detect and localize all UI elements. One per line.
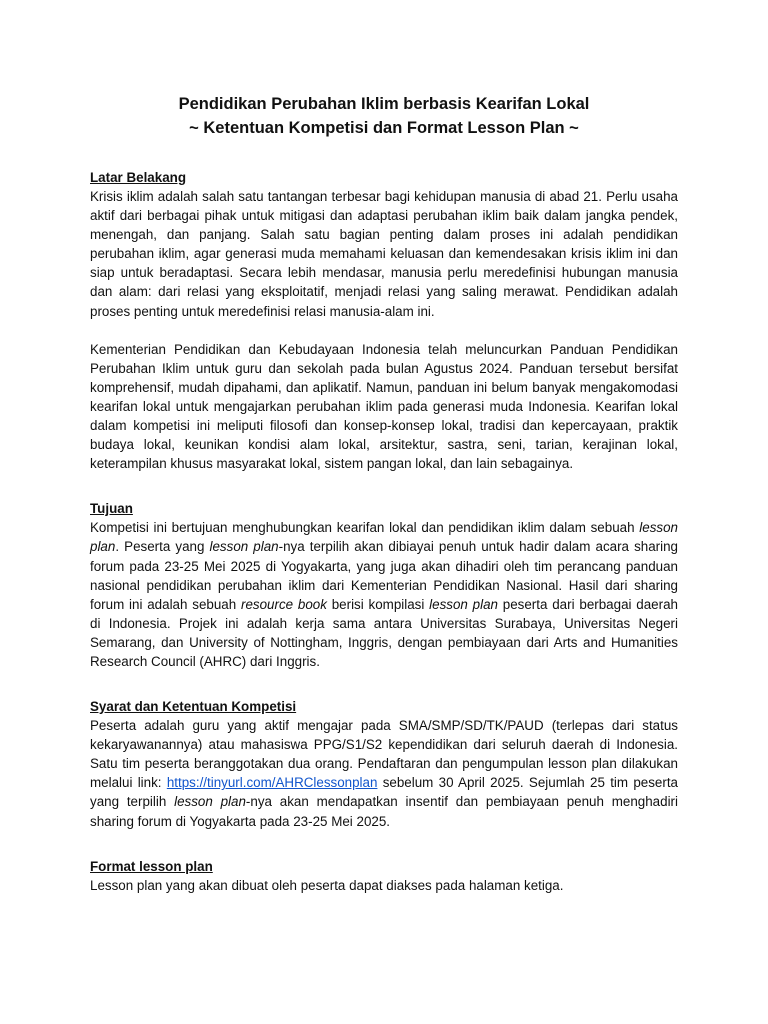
registration-link[interactable]: https://tinyurl.com/AHRClessonplan [166, 775, 378, 791]
text-run: peserta dari berbagai daerah di Indonesia. Projek ini adalah kerja sama antara Universitas Surabaya, Universitas Negeri Semarang, dan University of Nottingham, Inggris, dengan pembiayaan dari Arts and Humanities Research Council (AHRC) dari Inggris. [90, 596, 678, 669]
document-title [90, 92, 678, 140]
italic-run: resource book [240, 596, 327, 612]
section-latar-belakang [90, 168, 678, 473]
text-run: -nya akan mendapatkan insentif dan pembiayaan penuh menghadiri sharing forum di Yogyakarta pada 23-25 Mei 2025. [90, 794, 678, 829]
text-run: berisi kompilasi [326, 596, 430, 612]
italic-run: lesson plan [90, 520, 678, 555]
italic-run: lesson plan [174, 794, 246, 810]
text-run: Peserta adalah guru yang aktif mengajar pada SMA/SMP/SD/TK/PAUD (terlepas dari status kekaryawanannya) atau mahasiswa PPG/S1/S2 kependidikan dari seluruh daerah di Indonesia. Satu tim peserta beranggotakan dua orang. Pendaftaran dan pengumpulan lesson plan dilakukan melalui link: [90, 718, 678, 791]
syarat-paragraph [90, 716, 678, 831]
tujuan-paragraph [90, 518, 678, 671]
text-run: -nya terpilih akan dibiayai penuh untuk hadir dalam acara sharing forum pada 23-25 Mei 2025 di Yogyakarta, yang juga akan dihadiri oleh tim perancang panduan nasional pendidikan perubahan iklim dari Kementerian Pendidikan Nasional. Hasil dari sharing forum ini adalah sebuah [90, 539, 678, 612]
heading-latar-belakang: Latar Belakang [90, 170, 187, 185]
heading-tujuan: Tujuan [90, 501, 133, 517]
text-run: . Peserta yang [115, 539, 210, 555]
latar-paragraph-1: Krisis iklim adalah salah satu tantangan terbesar bagi kehidupan manusia di abad 21. Perlu usaha aktif dari berbagai pihak untuk mitigasi dan adaptasi perubahan iklim baik dalam jangka pendek, menengah, dan panjang. Salah satu bagian penting dalam proses ini adalah pendidikan perubahan iklim, agar generasi muda memahami keluasan dan kemendesakan krisis iklim ini dan siap untuk beradaptasi. Secara lebih mendasar, manusia perlu meredefinisi hubungan manusia dan alam: dari relasi yang eksploitatif, menjadi relasi yang saling merawat. Pendidikan adalah proses penting untuk meredefinisi relasi manusia-alam ini. [90, 189, 678, 319]
latar-paragraph-2: Kementerian Pendidikan dan Kebudayaan Indonesia telah meluncurkan Panduan Pendidikan Perubahan Iklim untuk guru dan sekolah pada bulan Agustus 2024. Panduan tersebut bersifat komprehensif, mudah dipahami, dan aplikatif. Namun, panduan ini belum banyak mengakomodasi kearifan lokal untuk mengajarkan perubahan iklim pada generasi muda Indonesia. Kearifan lokal dalam kompetisi ini meliputi filosofi dan konsep-konsep lokal, tradisi dan kepercayaan, praktik budaya lokal, keunikan kondisi alam lokal, arsitektur, sastra, seni, tarian, kerajinan lokal, keterampilan khusus masyarakat lokal, sistem pangan lokal, dan lain sebagainya. [90, 341, 678, 472]
section-syarat [90, 697, 678, 831]
italic-run: lesson plan [429, 596, 498, 612]
italic-run: lesson plan [209, 539, 279, 555]
text-run: Kompetisi ini bertujuan menghubungkan kearifan lokal dan pendidikan iklim dalam sebuah [90, 520, 640, 536]
text-run: sebelum 30 April 2025. Sejumlah 25 tim peserta yang terpilih [90, 775, 678, 810]
title-line-2: ~ Ketentuan Kompetisi dan Format Lesson Plan ~ [189, 119, 579, 137]
section-format [90, 857, 678, 895]
format-paragraph: Lesson plan yang akan dibuat oleh peserta dapat diakses pada halaman ketiga. [90, 877, 564, 893]
title-line-1: Pendidikan Perubahan Iklim berbasis Kearifan Lokal [178, 95, 590, 113]
section-tujuan [90, 499, 678, 671]
heading-syarat: Syarat dan Ketentuan Kompetisi [90, 699, 297, 715]
heading-format: Format lesson plan [90, 858, 213, 874]
